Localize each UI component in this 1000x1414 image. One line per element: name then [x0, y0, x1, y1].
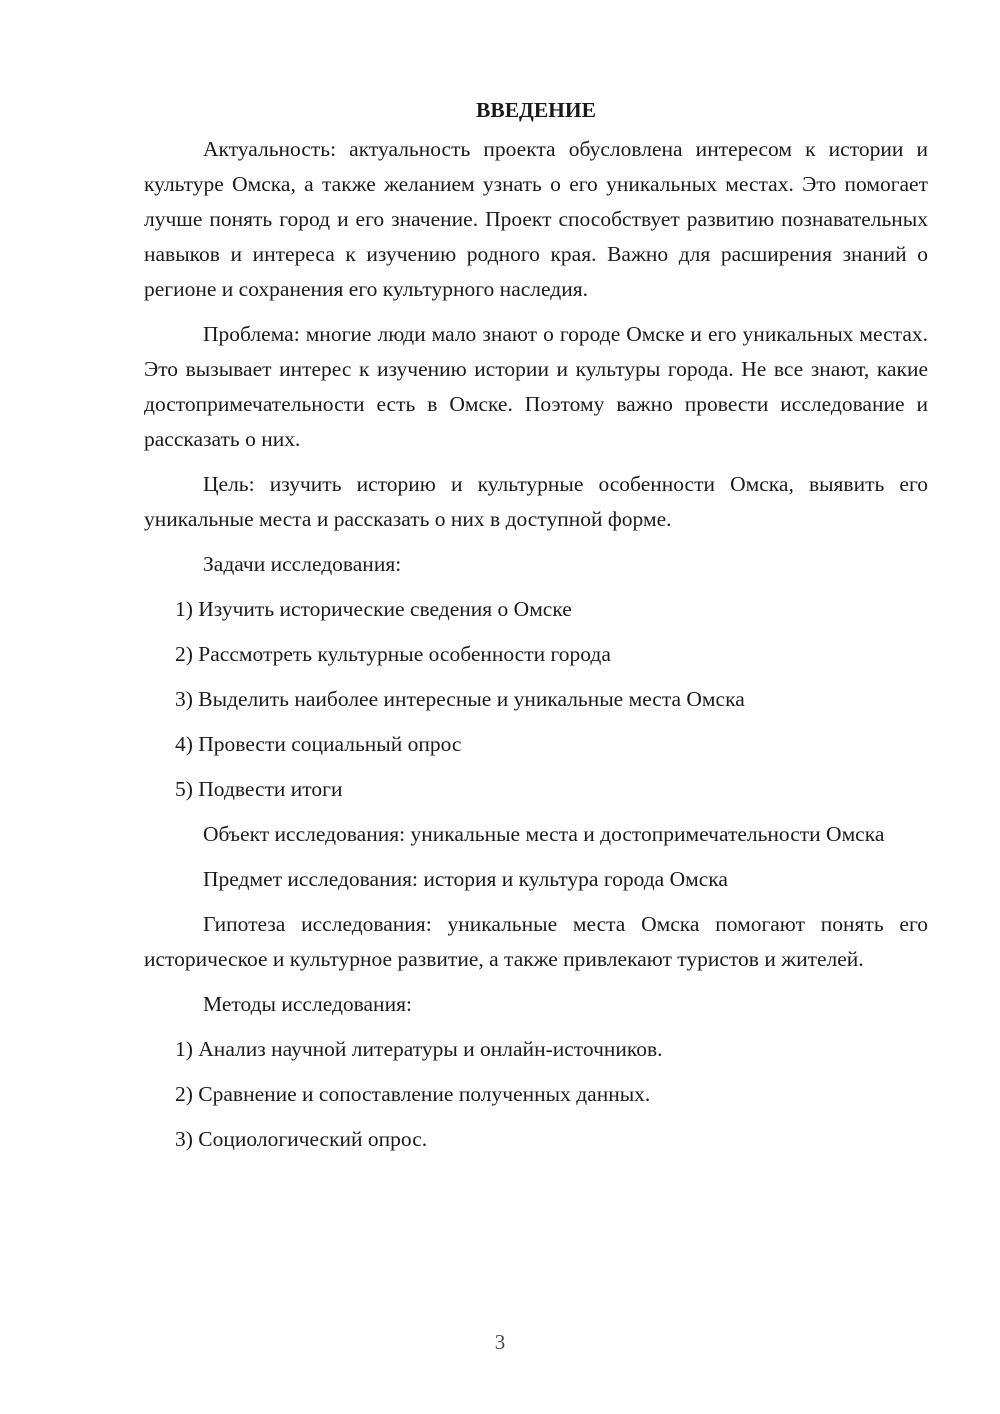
method-item-2: 2) Сравнение и сопоставление полученных данных.	[175, 1082, 651, 1106]
task-item-1: 1) Изучить исторические сведения о Омске	[175, 597, 572, 621]
document-page	[144, 92, 928, 1157]
tasks-heading: Задачи исследования:	[203, 552, 402, 576]
goal-paragraph: Цель: изучить историю и культурные особенности Омска, выявить его уникальные места и рассказать о них в доступной форме.	[144, 472, 928, 531]
page-number: 3	[494, 1330, 506, 1354]
task-item-2: 2) Рассмотреть культурные особенности города	[175, 642, 611, 666]
section-heading: ВВЕДЕНИЕ	[476, 98, 596, 122]
hypothesis-paragraph: Гипотеза исследования: уникальные места Омска помогают понять его историческое и культурное развитие, а также привлекают туристов и жителей.	[144, 912, 928, 971]
problem-paragraph: Проблема: многие люди мало знают о городе Омске и его уникальных местах. Это вызывает интерес к изучению истории и культуры города. Не все знают, какие достопримечательности есть в Омске. Поэтому важно провести исследование и рассказать о них.	[144, 322, 928, 451]
object-paragraph: Объект исследования: уникальные места и достопримечательности Омска	[203, 822, 885, 846]
method-item-1: 1) Анализ научной литературы и онлайн-источников.	[175, 1037, 663, 1061]
relevance-paragraph: Актуальность: актуальность проекта обусловлена интересом к истории и культуре Омска, а также желанием узнать о его уникальных местах. Это помогает лучше понять город и его значение. Проект способствует развитию познавательных навыков и интереса к изучению родного края. Важно для расширения знаний о регионе и сохранения его культурного наследия.	[144, 137, 928, 301]
subject-paragraph: Предмет исследования: история и культура города Омска	[203, 867, 728, 891]
task-item-5: 5) Подвести итоги	[175, 777, 343, 801]
task-item-4: 4) Провести социальный опрос	[175, 732, 462, 756]
method-item-3: 3) Социологический опрос.	[175, 1127, 428, 1151]
methods-heading: Методы исследования:	[203, 992, 412, 1016]
task-item-3: 3) Выделить наиболее интересные и уникальные места Омска	[175, 687, 745, 711]
